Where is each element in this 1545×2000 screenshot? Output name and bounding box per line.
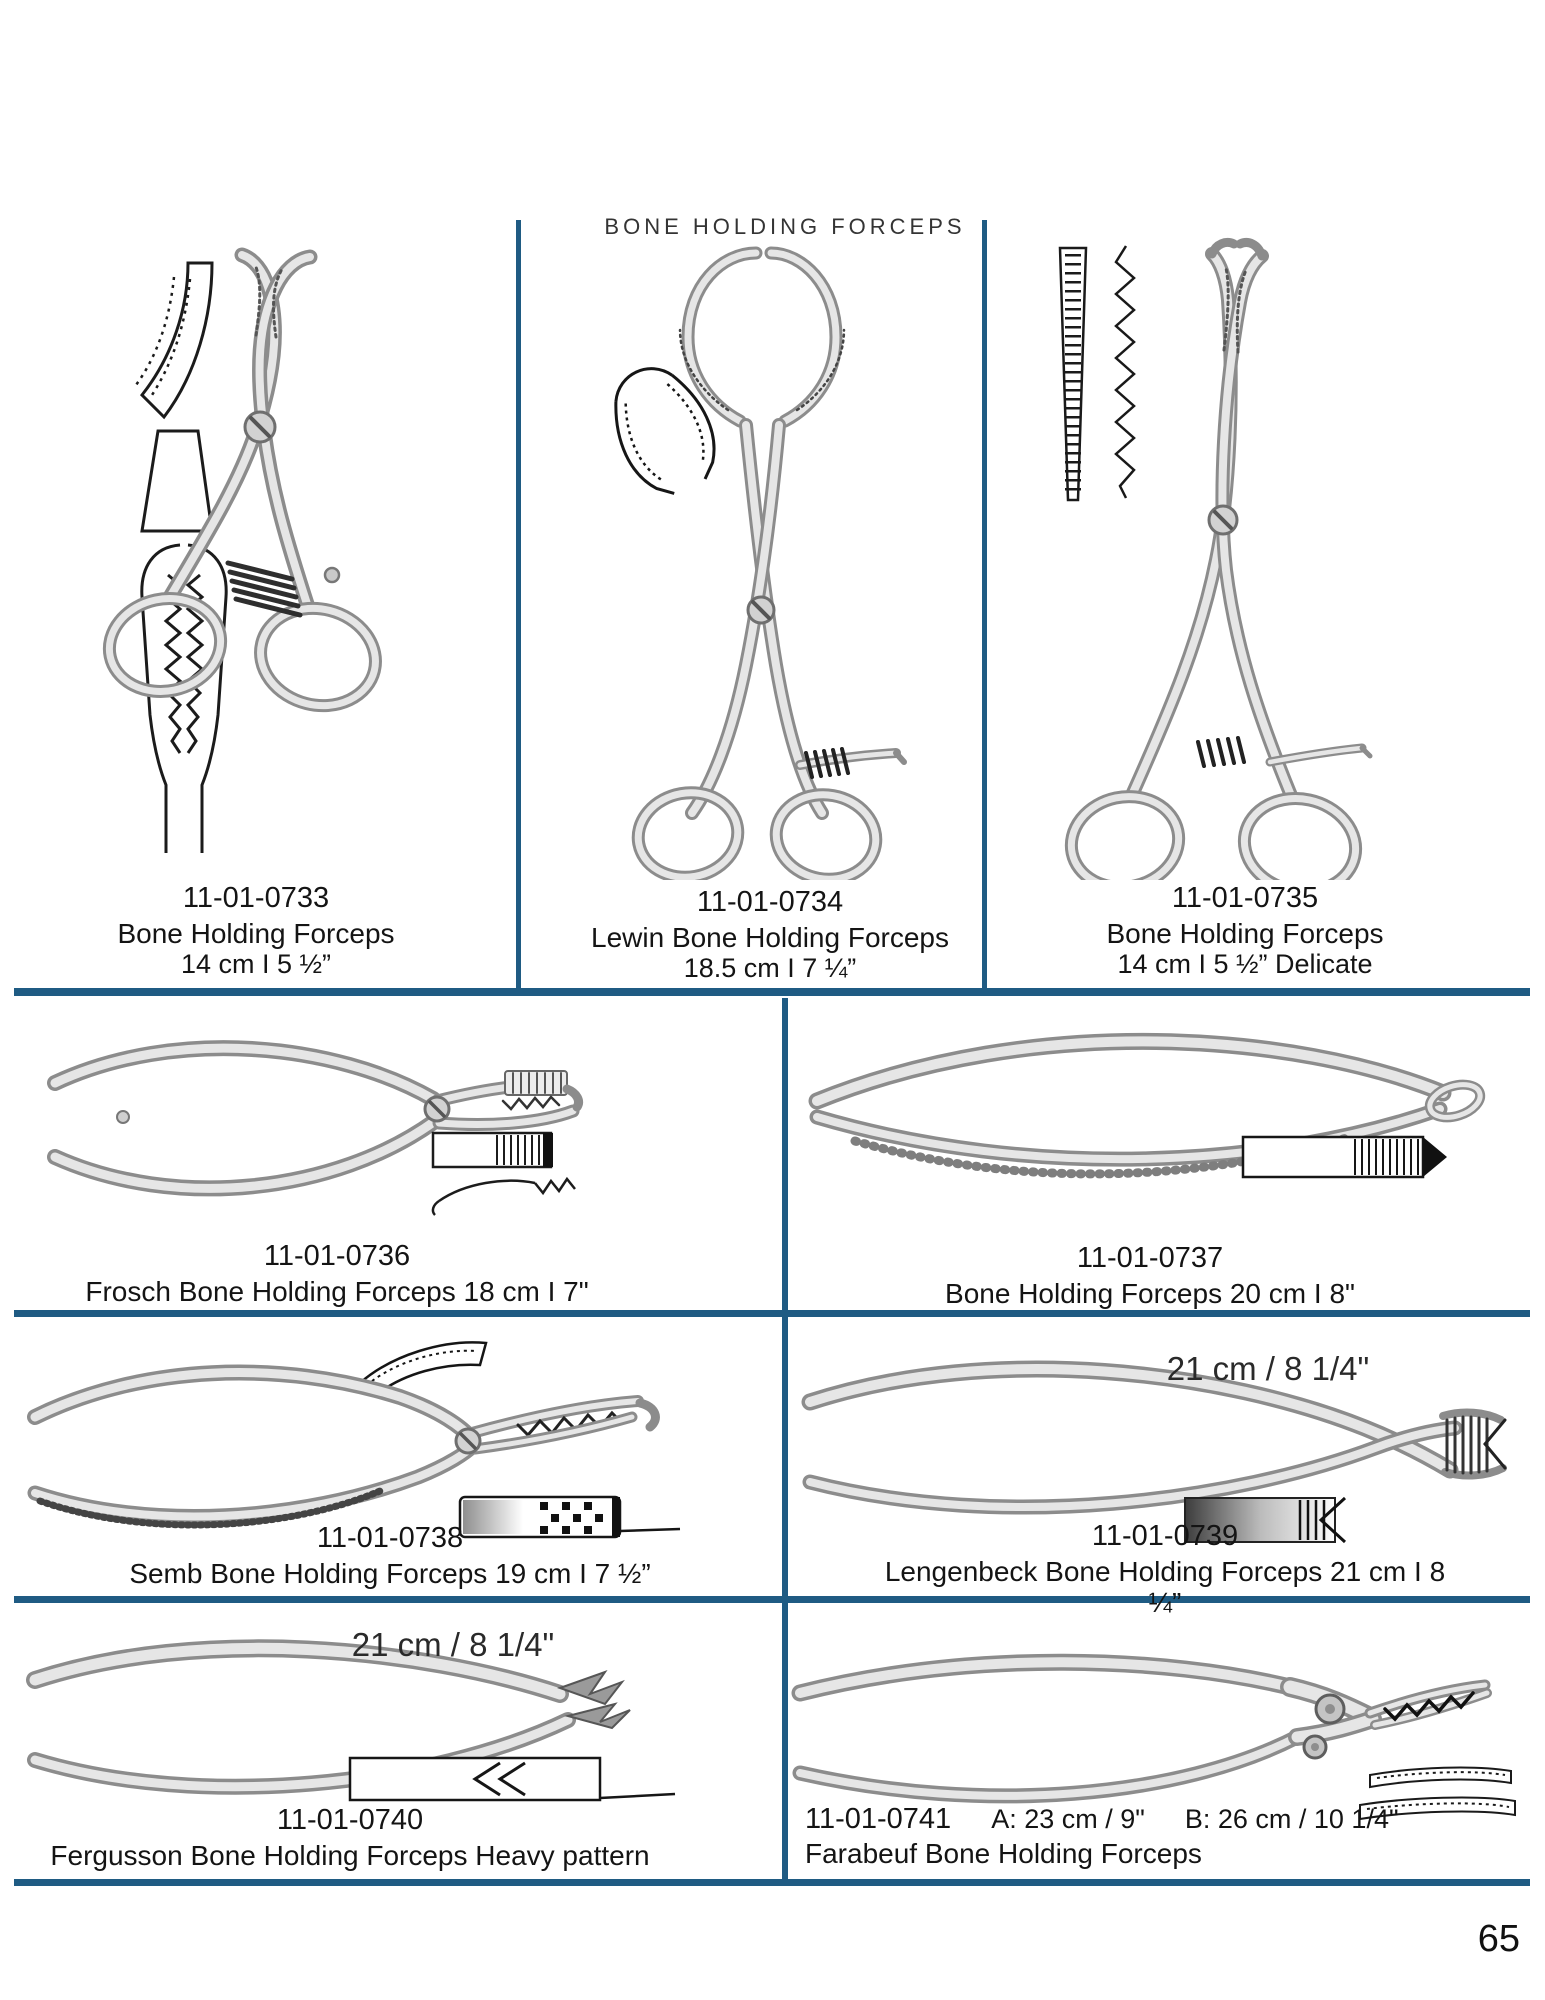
- row-divider-4: [14, 1879, 1530, 1886]
- pivot-screw-lower: [1304, 1736, 1326, 1758]
- jaw-pattern-detail-icon: [1243, 1137, 1447, 1177]
- forceps-illustration: [1063, 242, 1370, 880]
- jaw-profile-detail-icon: [142, 545, 226, 853]
- forceps-illustration: [631, 253, 904, 880]
- product-size: 18.5 cm I 7 ¼”: [683, 953, 857, 983]
- jaw-pattern-detail-icon: [350, 1758, 675, 1800]
- product-code: 11-01-0740: [276, 1804, 424, 1836]
- pivot-screw: [1209, 506, 1237, 534]
- forceps-illustration: [101, 255, 386, 718]
- row-divider-2: [14, 1310, 1530, 1317]
- product-name: Bone Holding Forceps: [1106, 918, 1384, 949]
- product-size-b: B: 26 cm / 10 1/4": [1184, 1804, 1399, 1834]
- product-name: Bone Holding Forceps: [117, 918, 395, 949]
- catch-knob: [325, 568, 339, 582]
- pivot-screw: [425, 1097, 449, 1121]
- forceps-illustration: [810, 1369, 1505, 1507]
- product-cell-0737: [795, 1005, 1510, 1255]
- product-cell-0733: [70, 245, 490, 875]
- column-divider-2: [982, 220, 987, 988]
- product-size: 14 cm I 5 ½” Delicate: [1117, 949, 1373, 979]
- pivot-screw: [456, 1429, 480, 1453]
- product-name: Lewin Bone Holding Forceps: [591, 922, 949, 953]
- caption-0735: [1043, 878, 1447, 980]
- caption-0738: [90, 1518, 690, 1589]
- product-size: 14 cm I 5 ½”: [180, 949, 332, 979]
- spring-knob: [117, 1111, 129, 1123]
- caption-0734: [568, 882, 972, 984]
- product-code: 11-01-0734: [696, 886, 844, 918]
- product-image-0735: [1020, 230, 1470, 880]
- column-divider-1: [516, 220, 521, 988]
- product-image-0736: [35, 1005, 695, 1250]
- jaw-pattern-detail-icon: [433, 1133, 575, 1215]
- caption-top-row: [805, 1800, 1485, 1838]
- product-image-0733: [70, 245, 490, 875]
- caption-0739: [865, 1516, 1465, 1618]
- product-code: 11-01-0741: [805, 1803, 952, 1835]
- product-cell-0734: [560, 225, 950, 880]
- product-code: 11-01-0736: [263, 1240, 411, 1272]
- ring-handle-right: [769, 787, 882, 880]
- product-code: 11-01-0733: [182, 882, 330, 914]
- product-name: Bone Holding Forceps 20 cm I 8": [945, 1278, 1355, 1309]
- ratchet-arm: [800, 749, 904, 777]
- product-name: Farabeuf Bone Holding Forceps: [805, 1838, 1202, 1869]
- ring-handle-left: [631, 785, 744, 880]
- product-code: 11-01-0738: [316, 1522, 464, 1554]
- ring-handle-right: [1236, 788, 1365, 880]
- ring-handle-right: [250, 596, 386, 717]
- product-image-0737: [795, 1005, 1510, 1255]
- size-overlay-0740: 21 cm / 8 1/4": [351, 1626, 555, 1663]
- product-code: 11-01-0739: [1091, 1520, 1239, 1552]
- page-number: 65: [1477, 1918, 1520, 1960]
- product-code: 11-01-0735: [1171, 882, 1319, 914]
- claw-jaw-lower: [568, 1704, 630, 1728]
- product-name: Semb Bone Holding Forceps 19 cm I 7 ½”: [129, 1558, 651, 1589]
- serrated-tip-detail-icon: [1060, 246, 1134, 500]
- wavy-tip-detail-icon: [1116, 246, 1134, 498]
- caption-0741: [805, 1800, 1485, 1870]
- pivot-screw-upper: [1316, 1695, 1344, 1723]
- page-title: BONE HOLDING FORCEPS: [604, 214, 966, 239]
- product-name: Lengenbeck Bone Holding Forceps 21 cm I 8 ¼”: [884, 1556, 1446, 1618]
- caption-0736: [37, 1236, 637, 1307]
- caption-0740: [50, 1800, 650, 1871]
- product-size-a: A: 23 cm / 9": [991, 1804, 1145, 1834]
- product-cell-0735: [1020, 230, 1470, 880]
- ratchet-arm: [1198, 738, 1370, 766]
- product-name: Frosch Bone Holding Forceps 18 cm I 7": [85, 1276, 589, 1307]
- product-cell-0736: [35, 1005, 695, 1250]
- curved-tip-detail-icon: [136, 263, 212, 531]
- claw-jaw-upper: [560, 1672, 622, 1704]
- oval-jaw-detail-icon: [596, 353, 730, 505]
- caption-0733: [56, 878, 456, 980]
- product-name: Fergusson Bone Holding Forceps Heavy pattern: [50, 1840, 650, 1871]
- size-overlay-0739: 21 cm / 8 1/4": [1166, 1350, 1370, 1387]
- product-code: 11-01-0737: [1076, 1242, 1224, 1274]
- pivot-screw: [245, 412, 275, 442]
- product-image-0734: [560, 225, 950, 880]
- ring-handle-left: [1063, 787, 1187, 880]
- row-divider-1: [14, 988, 1530, 996]
- caption-0737: [850, 1238, 1450, 1309]
- pivot-screw: [748, 597, 774, 623]
